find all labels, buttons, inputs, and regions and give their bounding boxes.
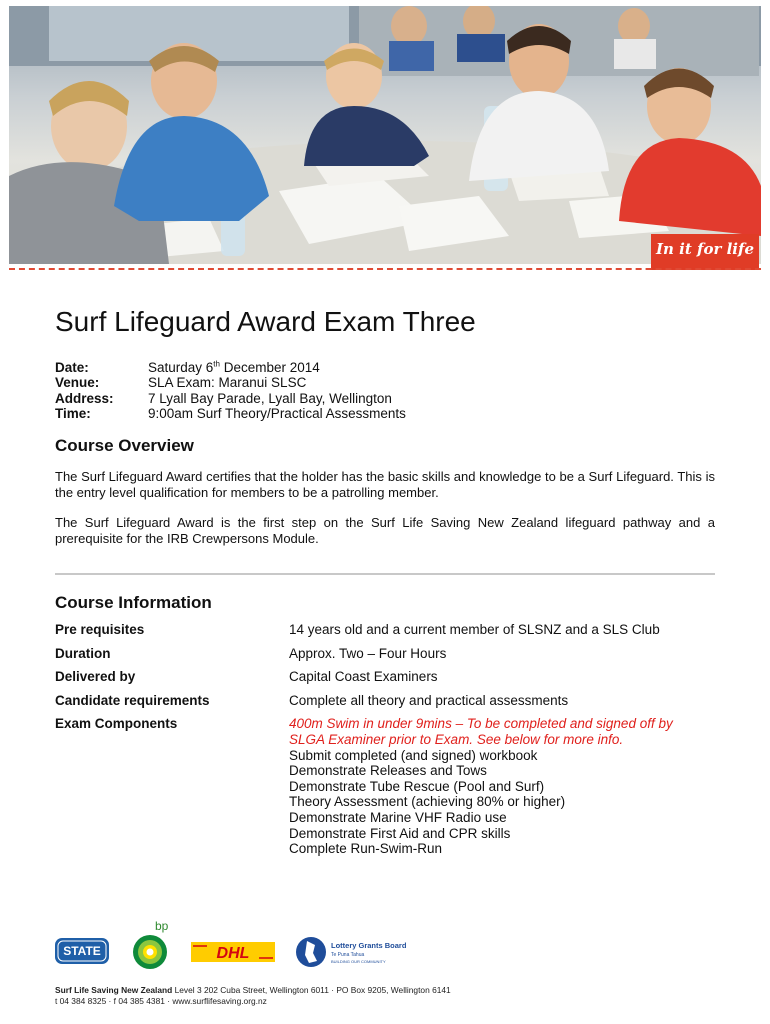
venue-row [55,375,715,390]
header-photo-illustration [9,6,761,264]
overview-paragraph-1: The Surf Lifeguard Award certifies that the holder has the basic skills and knowledge to be a Surf Lifeguard. This is the entry level qualification for members to be a patrolling member. [55,469,715,500]
info-row-prerequisites [55,622,715,638]
bp-logo [133,919,169,969]
venue-label: Venue: [55,375,100,391]
state-logo-text: STATE [63,944,101,958]
time-label: Time: [55,405,91,421]
exam-component-item: Demonstrate Releases and Tows [289,763,487,779]
footer-contact [55,985,451,1007]
dhl-logo-text: DHL [216,945,250,962]
info-row-exam-components [55,716,715,856]
exam-component-item: Demonstrate Tube Rescue (Pool and Surf) [289,778,545,794]
prerequisites-value: 14 years old and a current member of SLSNZ and a SLS Club [289,622,660,637]
course-overview-heading: Course Overview [55,436,194,455]
time-row [55,406,715,421]
header-photo [9,6,761,264]
duration-label: Duration [55,645,111,661]
date-row [55,360,715,375]
lottery-title: Lottery Grants Board [331,941,407,950]
candidate-requirements-label: Candidate requirements [55,692,210,708]
course-information-table [55,622,715,865]
event-details [55,360,715,421]
delivered-by-label: Delivered by [55,669,136,685]
time-value: 9:00am Surf Theory/Practical Assessments [148,405,406,421]
footer-address-line [55,985,451,996]
date-label: Date: [55,360,89,375]
duration-value: Approx. Two – Four Hours [289,645,447,661]
exam-component-item: Theory Assessment (achieving 80% or higher) [289,794,566,810]
exam-component-item: Submit completed (and signed) workbook [289,747,538,763]
info-row-duration [55,646,715,662]
sponsor-logos [55,915,415,975]
lottery-maori-name: Te Puna Tahua [331,952,365,958]
lottery-tagline: BUILDING OUR COMMUNITY [331,959,386,964]
footer-address: Level 3 202 Cuba Street, Wellington 6011 · PO Box 9205, Wellington 6141 [172,985,451,995]
info-row-delivered-by [55,669,715,685]
candidate-requirements-value: Complete all theory and practical assessments [289,692,569,708]
exam-components-label: Exam Components [55,716,178,732]
address-value: 7 Lyall Bay Parade, Lyall Bay, Wellington [148,390,392,406]
sponsor-logo-strip [55,915,415,975]
dhl-logo [191,942,275,962]
swim-requirement-note: 400m Swim in under 9mins – To be completed and signed off by SLGA Examiner prior to Exam. See below for more info. [289,716,673,747]
page-title: Surf Lifeguard Award Exam Three [55,306,476,337]
exam-component-item: Demonstrate Marine VHF Radio use [289,809,507,825]
course-information-heading: Course Information [55,593,212,612]
header-divider [9,268,761,270]
date-value: Saturday 6th December 2014 [148,359,320,375]
state-logo [55,938,109,964]
footer-contact-line: t 04 384 8325 · f 04 385 4381 · www.surflifesaving.org.nz [55,996,267,1006]
overview-paragraph-2: The Surf Lifeguard Award is the first step on the Surf Life Saving New Zealand lifeguard pathway and a prerequisite for the IRB Crewpersons Module. [55,515,715,546]
prerequisites-label: Pre requisites [55,622,145,637]
address-row [55,391,715,406]
exam-component-item: Demonstrate First Aid and CPR skills [289,825,511,841]
footer-org-name: Surf Life Saving New Zealand [55,985,173,995]
venue-value: SLA Exam: Maranui SLSC [148,375,307,391]
info-row-candidate-requirements [55,693,715,709]
tagline-text: In it for life [656,240,754,258]
section-divider [55,573,715,575]
exam-components-value [289,716,715,856]
address-label: Address: [55,390,114,406]
delivered-by-value: Capital Coast Examiners [289,669,438,685]
bp-logo-text: bp [155,919,169,933]
exam-component-item: Complete Run-Swim-Run [289,841,443,857]
lottery-grants-board-logo [296,937,407,967]
